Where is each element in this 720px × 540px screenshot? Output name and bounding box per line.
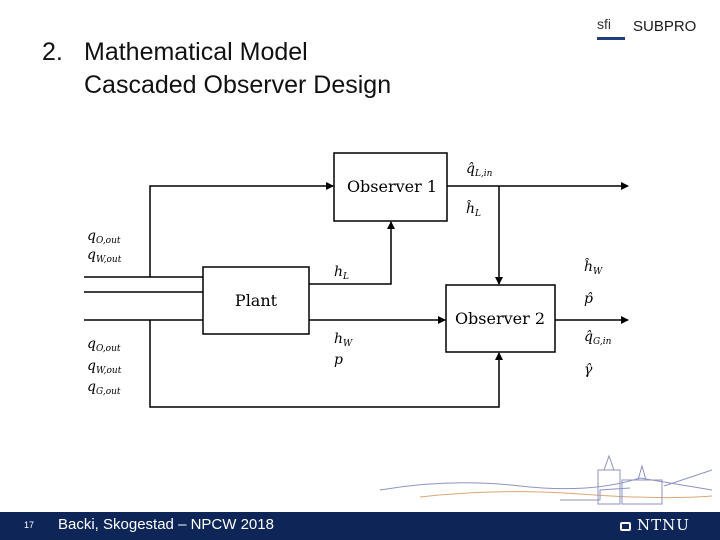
ntnu-logo xyxy=(620,516,690,534)
footer-bar xyxy=(0,512,720,540)
observer1-label: Observer 1 xyxy=(346,177,438,196)
input-label-qG-bottom: $q_{G,out}$ xyxy=(87,379,121,397)
subpro-logo-text: SUBPRO xyxy=(633,18,697,35)
feed-to-observer1 xyxy=(150,186,333,277)
input-label-qO-bottom: $q_{O,out}$ xyxy=(87,336,121,354)
input-label-qO-top: $q_{O,out}$ xyxy=(87,228,121,246)
observer1-output-q-label: $q̂_{L,in}$ xyxy=(466,161,493,179)
observer2-output-hW-label: $ĥ_W$ xyxy=(584,259,603,277)
footer-citation: Backi, Skogestad – NPCW 2018 xyxy=(58,516,274,533)
sfi-logo-text: sfi xyxy=(597,16,611,32)
ntnu-logo-text: NTNU xyxy=(637,516,690,534)
hL-signal-line xyxy=(309,222,391,284)
observer2-output-p-label: p̂ xyxy=(584,291,593,307)
title-line-1: Mathematical Model xyxy=(84,38,308,66)
observer2-label: Observer 2 xyxy=(454,309,546,328)
observer2-output-qG-label: $q̂_{G,in}$ xyxy=(584,329,612,347)
observer2-output-gamma-label: γ̂ xyxy=(584,362,593,378)
title-line-2: Cascaded Observer Design xyxy=(84,71,392,99)
ntnu-campus-sketch xyxy=(380,456,712,504)
plant-output-hW-label: $h_W$ xyxy=(334,331,353,349)
plant-output-p-label: p xyxy=(334,352,343,368)
title-number: 2. xyxy=(42,38,63,66)
input-label-qW-top: $q_{W,out}$ xyxy=(87,247,122,265)
input-label-qW-bottom: $q_{W,out}$ xyxy=(87,358,122,376)
page-number: 17 xyxy=(24,520,35,530)
observer1-output-h-label: $ĥ_L$ xyxy=(466,201,482,219)
ntnu-logo-icon xyxy=(620,522,631,531)
plant-output-hL-label: $h_L$ xyxy=(334,264,350,282)
plant-label: Plant xyxy=(234,291,278,310)
